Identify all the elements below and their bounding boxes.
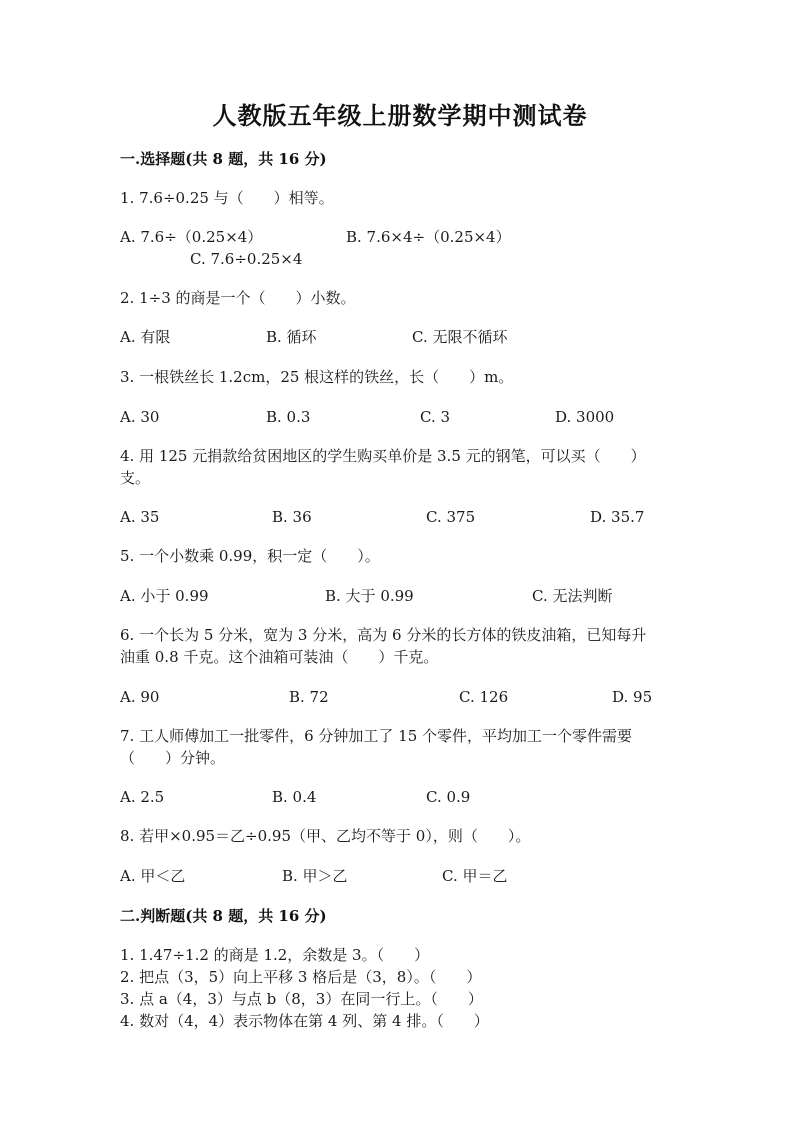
question-6-text-line1: 6. 一个长为 5 分米，宽为 3 分米，高为 6 分米的长方体的铁皮油箱，已知每升 [120, 626, 647, 644]
question-3-option-d: D. 3000 [555, 408, 615, 426]
question-6-option-c: C. 126 [459, 688, 509, 706]
judgment-item-4: 4. 数对（4，4）表示物体在第 4 列、第 4 排。（ ） [120, 1012, 489, 1030]
question-4-text-line1: 4. 用 125 元捐款给贫困地区的学生购买单价是 3.5 元的钢笔，可以买（ ） [120, 447, 646, 465]
question-5-text: 5. 一个小数乘 0.99，积一定（ ）。 [120, 547, 380, 565]
question-7-text-line1: 7. 工人师傅加工一批零件，6 分钟加工了 15 个零件，平均加工一个零件需要 [120, 727, 633, 745]
question-1-option-b: B. 7.6×4÷（0.25×4） [346, 228, 511, 246]
question-2-option-a: A. 有限 [120, 328, 171, 346]
question-6-option-a: A. 90 [120, 688, 160, 706]
question-3-text: 3. 一根铁丝长 1.2cm，25 根这样的铁丝，长（ ）m。 [120, 368, 514, 386]
question-8-option-b: B. 甲＞乙 [282, 867, 348, 885]
question-1-option-c: C. 7.6÷0.25×4 [190, 250, 303, 268]
section-heading-judgment: 二.判断题(共 8 题，共 16 分) [120, 907, 327, 925]
question-2-option-c: C. 无限不循环 [412, 328, 508, 346]
question-1-text: 1. 7.6÷0.25 与（ ）相等。 [120, 189, 334, 207]
judgment-item-3: 3. 点 a（4，3）与点 b（8，3）在同一行上。（ ） [120, 990, 483, 1008]
question-7-text-line2: （ ）分钟。 [120, 749, 226, 767]
question-6-option-d: D. 95 [612, 688, 653, 706]
question-4-option-b: B. 36 [272, 508, 312, 526]
question-8-option-c: C. 甲＝乙 [442, 867, 508, 885]
question-4-option-c: C. 375 [426, 508, 476, 526]
judgment-item-2: 2. 把点（3，5）向上平移 3 格后是（3，8）。（ ） [120, 968, 482, 986]
question-1-option-a: A. 7.6÷（0.25×4） [120, 228, 263, 246]
question-5-option-b: B. 大于 0.99 [325, 587, 414, 605]
question-3-option-c: C. 3 [420, 408, 451, 426]
judgment-item-1: 1. 1.47÷1.2 的商是 1.2，余数是 3。（ ） [120, 946, 430, 964]
question-6-text-line2: 油重 0.8 千克。这个油箱可装油（ ）千克。 [120, 648, 439, 666]
question-4-option-d: D. 35.7 [590, 508, 645, 526]
question-7-option-b: B. 0.4 [272, 788, 317, 806]
question-2-option-b: B. 循环 [266, 328, 317, 346]
question-8-option-a: A. 甲＜乙 [120, 867, 186, 885]
question-4-option-a: A. 35 [120, 508, 160, 526]
question-3-option-b: B. 0.3 [266, 408, 311, 426]
question-5-option-c: C. 无法判断 [532, 587, 613, 605]
question-3-option-a: A. 30 [120, 408, 160, 426]
question-2-text: 2. 1÷3 的商是一个（ ）小数。 [120, 289, 356, 307]
question-4-text-line2: 支。 [120, 469, 151, 487]
question-7-option-c: C. 0.9 [426, 788, 471, 806]
question-6-option-b: B. 72 [289, 688, 329, 706]
question-7-option-a: A. 2.5 [120, 788, 165, 806]
page-title: 人教版五年级上册数学期中测试卷 [212, 101, 588, 130]
question-5-option-a: A. 小于 0.99 [120, 587, 209, 605]
question-8-text: 8. 若甲×0.95＝乙÷0.95（甲、乙均不等于 0），则（ ）。 [120, 827, 531, 845]
section-heading-choice: 一.选择题(共 8 题，共 16 分) [120, 150, 327, 168]
